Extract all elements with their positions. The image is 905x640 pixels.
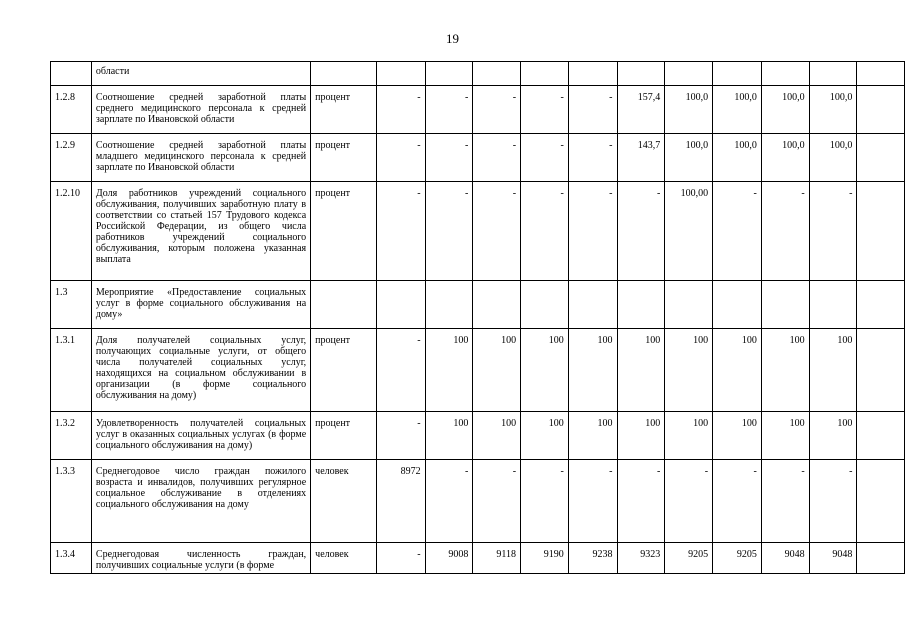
value-cell: 9205 [713, 543, 762, 574]
value-cell [761, 281, 809, 329]
value-cell [665, 62, 713, 86]
value-cell: 100 [425, 329, 473, 412]
value-cell: - [521, 134, 569, 182]
value-cell: - [521, 182, 569, 281]
value-cell: 100,0 [761, 134, 809, 182]
value-cell: - [713, 460, 762, 543]
unit-cell: человек [311, 543, 377, 574]
value-cell: - [425, 86, 473, 134]
unit-cell [311, 281, 377, 329]
value-cell: - [376, 543, 425, 574]
value-cell: 100 [521, 412, 569, 460]
row-number: 1.3.4 [51, 543, 92, 574]
row-number: 1.3.3 [51, 460, 92, 543]
value-cell [809, 281, 857, 329]
value-cell: 100 [425, 412, 473, 460]
value-cell: 9048 [761, 543, 809, 574]
value-cell: - [376, 412, 425, 460]
value-cell: 100,0 [809, 134, 857, 182]
value-cell: - [425, 134, 473, 182]
value-cell [857, 460, 905, 543]
value-cell: - [665, 460, 713, 543]
indicator-name: Среднегодовое число граждан пожилого возраста и инвалидов, получивших регулярное социальное обслуживание в отделениях социального обслуживания на дому [91, 460, 310, 543]
value-cell: 100 [713, 329, 762, 412]
unit-cell: процент [311, 86, 377, 134]
value-cell: - [809, 182, 857, 281]
table-row [51, 86, 905, 134]
value-cell: - [568, 182, 617, 281]
value-cell: 100,0 [713, 86, 762, 134]
value-cell [521, 62, 569, 86]
value-cell [857, 543, 905, 574]
value-cell: - [521, 86, 569, 134]
value-cell [809, 62, 857, 86]
table-row [51, 329, 905, 412]
value-cell: - [376, 329, 425, 412]
value-cell: 9323 [617, 543, 665, 574]
value-cell [568, 281, 617, 329]
value-cell: 8972 [376, 460, 425, 543]
indicator-name: Среднегодовая численность граждан, получивших социальные услуги (в форме [91, 543, 310, 574]
table-row [51, 182, 905, 281]
value-cell: 100 [473, 412, 521, 460]
row-number: 1.3 [51, 281, 92, 329]
value-cell: - [713, 182, 762, 281]
value-cell [473, 281, 521, 329]
indicator-name: Доля получателей социальных услуг, получающих социальные услуги, от общего числа получателей социальных услуг, находящихся на социальном обслуживании в организации (в форме социального обслуживания на дому) [91, 329, 310, 412]
value-cell: 100 [713, 412, 762, 460]
value-cell: 100 [809, 412, 857, 460]
row-number: 1.2.8 [51, 86, 92, 134]
page-number: 19 [446, 31, 459, 46]
value-cell: - [761, 460, 809, 543]
value-cell: - [568, 86, 617, 134]
value-cell: - [473, 86, 521, 134]
value-cell: 100 [568, 329, 617, 412]
value-cell: 143,7 [617, 134, 665, 182]
value-cell [617, 281, 665, 329]
value-cell: - [376, 134, 425, 182]
value-cell: 9190 [521, 543, 569, 574]
value-cell [425, 62, 473, 86]
value-cell [857, 86, 905, 134]
table-row [51, 412, 905, 460]
value-cell: 9205 [665, 543, 713, 574]
value-cell [857, 62, 905, 86]
value-cell: 100 [761, 329, 809, 412]
value-cell: - [617, 460, 665, 543]
value-cell: - [617, 182, 665, 281]
unit-cell [311, 62, 377, 86]
value-cell: 100 [521, 329, 569, 412]
value-cell: 100 [761, 412, 809, 460]
value-cell [857, 412, 905, 460]
value-cell [521, 281, 569, 329]
indicator-name: Доля работников учреждений социального обслуживания, получивших заработную плату в соответствии со статьей 157 Трудового кодекса Российской Федерации, из общего числа работников учреждений социального обслуживания, которым положена указанная выплата [91, 182, 310, 281]
value-cell: - [568, 460, 617, 543]
value-cell: - [568, 134, 617, 182]
value-cell [857, 329, 905, 412]
value-cell: - [425, 460, 473, 543]
unit-cell: процент [311, 329, 377, 412]
table-row [51, 543, 905, 574]
unit-cell: процент [311, 412, 377, 460]
value-cell: 100,0 [809, 86, 857, 134]
unit-cell: человек [311, 460, 377, 543]
value-cell [376, 281, 425, 329]
indicator-name: Мероприятие «Предоставление социальных услуг в форме социального обслуживания на дому» [91, 281, 310, 329]
table-row [51, 62, 905, 86]
row-number: 1.3.2 [51, 412, 92, 460]
value-cell: 100 [617, 329, 665, 412]
value-cell: - [376, 182, 425, 281]
value-cell: - [809, 460, 857, 543]
value-cell [857, 281, 905, 329]
value-cell: 100 [473, 329, 521, 412]
value-cell: 100 [809, 329, 857, 412]
value-cell: 100,0 [713, 134, 762, 182]
value-cell [425, 281, 473, 329]
value-cell: 100,0 [761, 86, 809, 134]
value-cell: 100,0 [665, 134, 713, 182]
unit-cell: процент [311, 182, 377, 281]
value-cell: - [376, 86, 425, 134]
value-cell [473, 62, 521, 86]
value-cell: - [473, 460, 521, 543]
value-cell: 9048 [809, 543, 857, 574]
value-cell [857, 134, 905, 182]
row-number: 1.2.9 [51, 134, 92, 182]
value-cell: - [521, 460, 569, 543]
indicator-name: Соотношение средней заработной платы младшего медицинского персонала к средней зарплате по Ивановской области [91, 134, 310, 182]
value-cell: 157,4 [617, 86, 665, 134]
value-cell: 9238 [568, 543, 617, 574]
value-cell [376, 62, 425, 86]
value-cell: 100,0 [665, 86, 713, 134]
indicator-name: Удовлетворенность получателей социальных услуг в оказанных социальных услугах (в форме социального обслуживания на дому) [91, 412, 310, 460]
value-cell [713, 62, 762, 86]
table-row [51, 281, 905, 329]
value-cell: - [425, 182, 473, 281]
value-cell: 100 [617, 412, 665, 460]
value-cell: - [473, 134, 521, 182]
table-row [51, 134, 905, 182]
unit-cell: процент [311, 134, 377, 182]
table-row [51, 460, 905, 543]
value-cell: 100,00 [665, 182, 713, 281]
value-cell [857, 182, 905, 281]
value-cell: - [473, 182, 521, 281]
value-cell: 100 [665, 412, 713, 460]
value-cell [617, 62, 665, 86]
indicators-table [50, 61, 905, 574]
value-cell [665, 281, 713, 329]
row-number [51, 62, 92, 86]
value-cell: 9008 [425, 543, 473, 574]
value-cell: 100 [568, 412, 617, 460]
value-cell: 100 [665, 329, 713, 412]
indicator-name: Соотношение средней заработной платы среднего медицинского персонала к средней зарплате по Ивановской области [91, 86, 310, 134]
indicator-name: области [91, 62, 310, 86]
value-cell: - [761, 182, 809, 281]
value-cell [568, 62, 617, 86]
value-cell [761, 62, 809, 86]
row-number: 1.2.10 [51, 182, 92, 281]
value-cell [713, 281, 762, 329]
row-number: 1.3.1 [51, 329, 92, 412]
value-cell: 9118 [473, 543, 521, 574]
